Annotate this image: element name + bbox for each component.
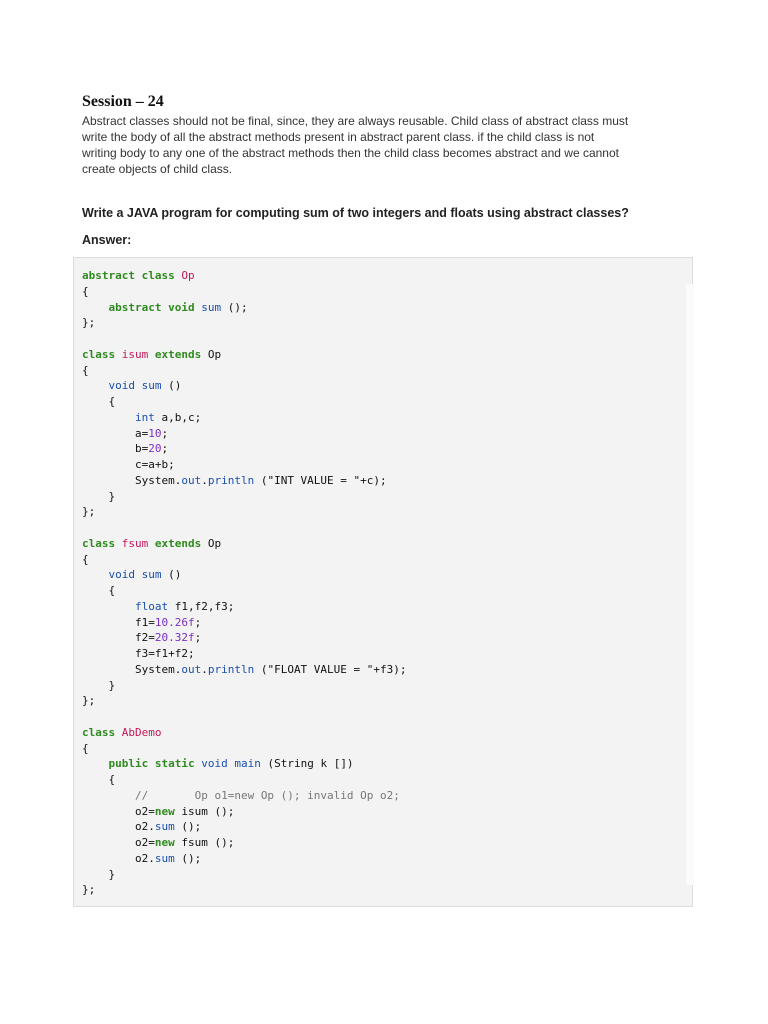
code-token: isum (); (181, 804, 235, 818)
code-line (82, 615, 407, 631)
code-token: isum (121, 347, 155, 361)
code-line (82, 457, 407, 473)
code-token: f2= (82, 631, 155, 645)
code-token (82, 568, 109, 581)
code-line (82, 772, 407, 788)
code-token: { (82, 741, 89, 755)
code-line (82, 756, 407, 772)
code-line (82, 347, 407, 363)
code-token: public static (108, 757, 202, 771)
code-token: a= (82, 426, 149, 440)
code-line (82, 788, 407, 804)
code-token: { (82, 584, 116, 597)
code-token: out (181, 662, 202, 676)
code-token: 20.32f (154, 631, 195, 645)
code-line (82, 394, 407, 410)
code-token: Op (207, 536, 222, 550)
code-token: main (234, 757, 261, 771)
code-line (82, 426, 407, 442)
code-token: (String k []) (260, 757, 354, 771)
code-line (82, 804, 407, 820)
code-token: }; (82, 694, 96, 708)
code-line (82, 693, 407, 709)
code-line (82, 520, 407, 536)
code-token: println (207, 473, 255, 487)
code-token: void (201, 757, 235, 771)
code-token: sum (154, 820, 175, 834)
code-token: a,b,c; (161, 410, 202, 424)
code-token: } (82, 489, 116, 503)
code-token: { (82, 773, 116, 786)
code-token: } (82, 678, 116, 692)
code-line (82, 630, 407, 646)
intro-line: create objects of child class. (82, 162, 233, 176)
code-token: fsum (121, 536, 155, 550)
code-token: (); (174, 851, 202, 865)
code-token: Op (207, 347, 222, 361)
code-token: new (154, 804, 182, 818)
code-token: class (82, 725, 122, 739)
code-token: }; (82, 316, 96, 330)
code-token: b= (82, 442, 149, 456)
code-token: fsum (); (181, 836, 235, 849)
code-scroll-strip (686, 284, 694, 885)
code-line (82, 851, 407, 867)
code-token (82, 411, 135, 424)
code-token: float (134, 599, 175, 613)
code-token (82, 301, 109, 314)
code-token: ; (194, 615, 202, 629)
code-token: sum (141, 568, 162, 582)
code-line (82, 284, 407, 300)
code-line (82, 378, 407, 394)
code-token: out (181, 473, 202, 487)
code-line (82, 268, 407, 284)
intro-line: Abstract classes should not be final, since, they are always reusable. Child class of abstract class must (82, 114, 629, 128)
code-token: AbDemo (121, 725, 162, 739)
code-token: int (134, 410, 162, 424)
code-token: 20 (148, 442, 162, 456)
question-heading: Write a JAVA program for computing sum of two integers and floats using abstract classes? (82, 206, 629, 220)
session-title: Session – 24 (82, 93, 164, 110)
code-token: (); (221, 300, 248, 314)
code-listing (82, 268, 407, 898)
code-line (82, 489, 407, 505)
code-token: () (161, 568, 182, 582)
code-token: class (82, 347, 122, 361)
code-line (82, 725, 407, 741)
code-line (82, 504, 407, 520)
code-line (82, 646, 407, 662)
code-token: println (207, 662, 255, 676)
code-line (82, 552, 407, 568)
code-line (82, 315, 407, 331)
code-token: . (201, 662, 208, 676)
code-line (82, 678, 407, 694)
code-token: (); (174, 820, 202, 834)
code-line (82, 882, 407, 898)
code-token (82, 789, 135, 802)
code-token: System. (82, 473, 182, 487)
answer-label: Answer: (82, 233, 132, 247)
code-line (82, 410, 407, 426)
code-line (82, 473, 407, 489)
code-token: abstract class (82, 269, 182, 282)
code-line (82, 867, 407, 883)
code-token: f1,f2,f3; (174, 599, 235, 613)
code-token: ; (194, 631, 202, 645)
code-line (82, 599, 407, 615)
code-token (82, 600, 135, 613)
code-token: () (161, 379, 182, 393)
code-token: // Op o1=new Op (); invalid Op o2; (134, 788, 400, 802)
code-line (82, 662, 407, 678)
code-token: }; (82, 883, 96, 897)
code-token: { (82, 395, 116, 408)
code-token: sum (154, 851, 175, 865)
code-token: ("FLOAT VALUE = "+f3); (254, 662, 407, 676)
intro-paragraph (82, 113, 685, 177)
code-token: o2= (82, 804, 155, 818)
code-token: }; (82, 505, 96, 519)
code-token: class (82, 536, 122, 550)
intro-line: writing body to any one of the abstract methods then the child class becomes abstract and we cannot (82, 146, 619, 160)
code-line (82, 567, 407, 583)
intro-line: write the body of all the abstract methods present in abstract parent class. if the child class is not (82, 130, 595, 144)
code-token: c=a+b; (82, 458, 175, 471)
code-token: void (108, 568, 142, 582)
code-token: . (201, 473, 208, 487)
code-line (82, 741, 407, 757)
code-line (82, 819, 407, 835)
code-token: { (82, 363, 89, 377)
code-line (82, 363, 407, 379)
code-token: extends (154, 536, 208, 550)
code-token: o2. (82, 820, 155, 834)
code-token: ("INT VALUE = "+c); (254, 473, 387, 487)
code-token: o2. (82, 851, 155, 865)
code-token: new (154, 836, 182, 849)
code-line (82, 536, 407, 552)
code-token: sum (201, 300, 222, 314)
code-token: { (82, 552, 89, 566)
code-line (82, 835, 407, 851)
code-token: extends (154, 347, 208, 361)
code-line (82, 441, 407, 457)
code-token: f3=f1+f2; (82, 647, 195, 660)
code-token: ; (161, 426, 169, 440)
code-token (82, 379, 109, 392)
code-token (82, 757, 109, 770)
code-token: System. (82, 662, 182, 676)
code-token: ; (161, 442, 169, 456)
code-line (82, 709, 407, 725)
code-line (82, 583, 407, 599)
code-token: } (82, 867, 116, 881)
code-token: 10 (148, 426, 162, 440)
code-token: Op (181, 269, 195, 282)
code-token: { (82, 284, 89, 298)
code-token: f1= (82, 615, 155, 629)
code-token: abstract void (108, 300, 202, 314)
code-token: o2= (82, 836, 155, 849)
code-token: 10.26f (154, 615, 195, 629)
code-token: void (108, 379, 142, 393)
code-line (82, 331, 407, 347)
code-token: sum (141, 379, 162, 393)
code-line (82, 300, 407, 316)
